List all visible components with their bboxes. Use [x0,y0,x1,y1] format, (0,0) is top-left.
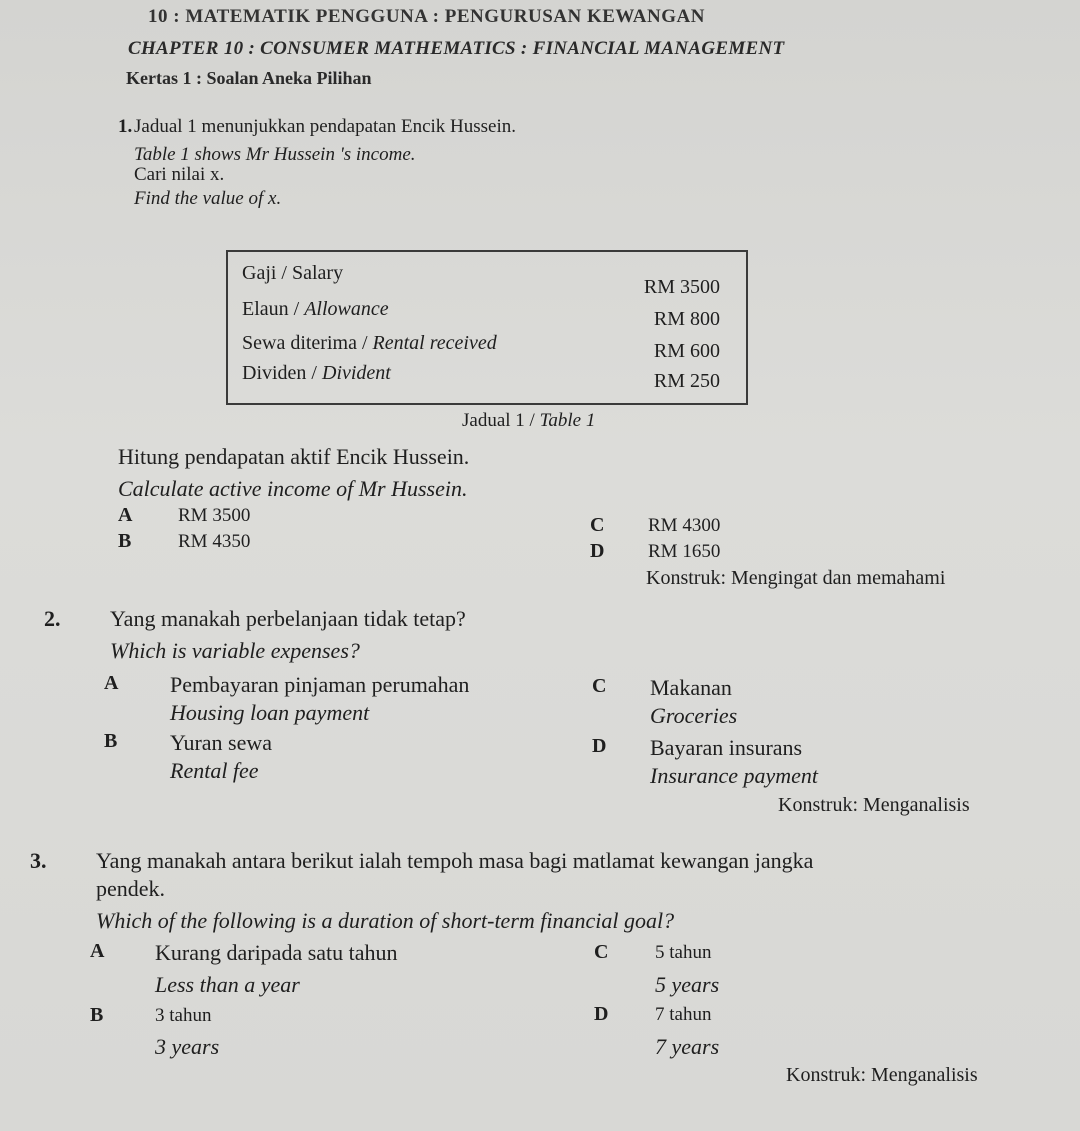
paper-title: Kertas 1 : Soalan Aneka Pilihan [126,68,372,88]
q3-option-a-malay[interactable]: Kurang daripada satu tahun [155,940,398,965]
q3-option-b-english[interactable]: 3 years [155,1034,220,1059]
q1-option-b-letter[interactable]: B [118,530,132,552]
q3-option-d-letter[interactable]: D [594,1003,609,1025]
q3-line-malay-2: pendek. [96,876,166,901]
q2-line-malay: Yang manakah perbelanjaan tidak tetap? [110,606,466,631]
chapter-title-english: CHAPTER 10 : CONSUMER MATHEMATICS : FINANCIAL MANAGEMENT [128,38,785,59]
q3-option-d-malay[interactable]: 7 tahun [655,1004,712,1025]
caption-ms: Jadual 1 / [462,410,540,431]
label-en: Salary [292,262,344,284]
q3-option-c-english[interactable]: 5 years [655,972,720,997]
q1-prompt-malay: Hitung pendapatan aktif Encik Hussein. [118,444,470,469]
q2-line-english: Which is variable expenses? [110,638,360,663]
q3-option-c-malay[interactable]: 5 tahun [655,942,712,963]
q2-option-b-malay[interactable]: Yuran sewa [170,730,273,755]
q2-option-a-malay[interactable]: Pembayaran pinjaman perumahan [170,672,470,697]
table-row [228,362,746,392]
q2-option-a-letter[interactable]: A [104,672,119,694]
q1-prompt-english: Calculate active income of Mr Hussein. [118,476,468,501]
q3-option-b-letter[interactable]: B [90,1004,104,1026]
table-row-value: RM 250 [653,370,720,392]
q2-option-b-letter[interactable]: B [104,730,118,752]
q3-line-malay-1: Yang manakah antara berikut ialah tempoh masa bagi matlamat kewangan jangka [96,848,814,873]
q2-option-d-letter[interactable]: D [592,735,607,757]
table-row-value: RM 600 [653,340,720,362]
q1-line1-text: Jadual 1 menunjukkan pendapatan Encik Hussein. [134,116,517,137]
label-en: Rental received [372,332,497,354]
q3-option-d-english[interactable]: 7 years [655,1034,720,1059]
q3-option-c-letter[interactable]: C [594,941,609,963]
label-en: Allowance [304,298,389,320]
q2-option-d-english[interactable]: Insurance payment [650,763,819,788]
q2-option-b-english[interactable]: Rental fee [170,758,259,783]
income-table [226,250,748,405]
q1-option-a-letter[interactable]: A [118,504,133,526]
q1-option-d-letter[interactable]: D [590,540,605,562]
q2-konstruk: Konstruk: Menganalisis [778,794,970,816]
q1-line4: Find the value of x. [134,188,282,209]
q1-konstruk: Konstruk: Mengingat dan memahami [646,567,946,589]
table-caption [462,410,595,432]
q1-option-c[interactable]: RM 4300 [648,515,721,536]
table-row [228,262,746,298]
table-row [228,332,746,362]
label-ms: Sewa diterima / [242,332,373,354]
q3-konstruk: Konstruk: Menganalisis [786,1064,978,1086]
q1-number: 1. [118,116,133,137]
table-row-label [242,298,389,321]
table-row [228,298,746,328]
table-row-label [242,262,343,285]
q1-line1 [134,116,516,138]
q1-line2: Table 1 shows Mr Hussein 's income. [134,144,416,165]
label-ms: Elaun / [242,298,305,320]
q1-line3: Cari nilai x. [134,164,225,185]
q1-option-b[interactable]: RM 4350 [178,531,251,552]
table-row-label [242,332,497,355]
q3-line-english: Which of the following is a duration of short-term financial goal? [96,908,675,933]
table-row-label [242,362,391,385]
q3-option-a-letter[interactable]: A [90,940,105,962]
q3-option-a-english[interactable]: Less than a year [155,972,300,997]
q2-option-c-english[interactable]: Groceries [650,703,738,728]
q1-option-a[interactable]: RM 3500 [178,505,251,526]
q2-number: 2. [44,606,61,631]
label-en: Divident [322,362,391,384]
table-row-value: RM 3500 [643,276,720,298]
q1-option-d[interactable]: RM 1650 [648,541,721,562]
label-ms: Dividen / [242,362,322,384]
q2-option-c-letter[interactable]: C [592,675,607,697]
q3-number: 3. [30,848,47,873]
q3-option-b-malay[interactable]: 3 tahun [155,1005,212,1026]
table-row-value: RM 800 [653,308,720,330]
label-ms: Gaji / [242,262,292,284]
q1-option-c-letter[interactable]: C [590,514,605,536]
q2-option-d-malay[interactable]: Bayaran insurans [650,735,803,760]
q2-option-c-malay[interactable]: Makanan [650,675,732,700]
q2-option-a-english[interactable]: Housing loan payment [170,700,370,725]
chapter-title-malay: 10 : MATEMATIK PENGGUNA : PENGURUSAN KEWANGAN [148,6,705,27]
caption-en: Table 1 [539,410,596,431]
